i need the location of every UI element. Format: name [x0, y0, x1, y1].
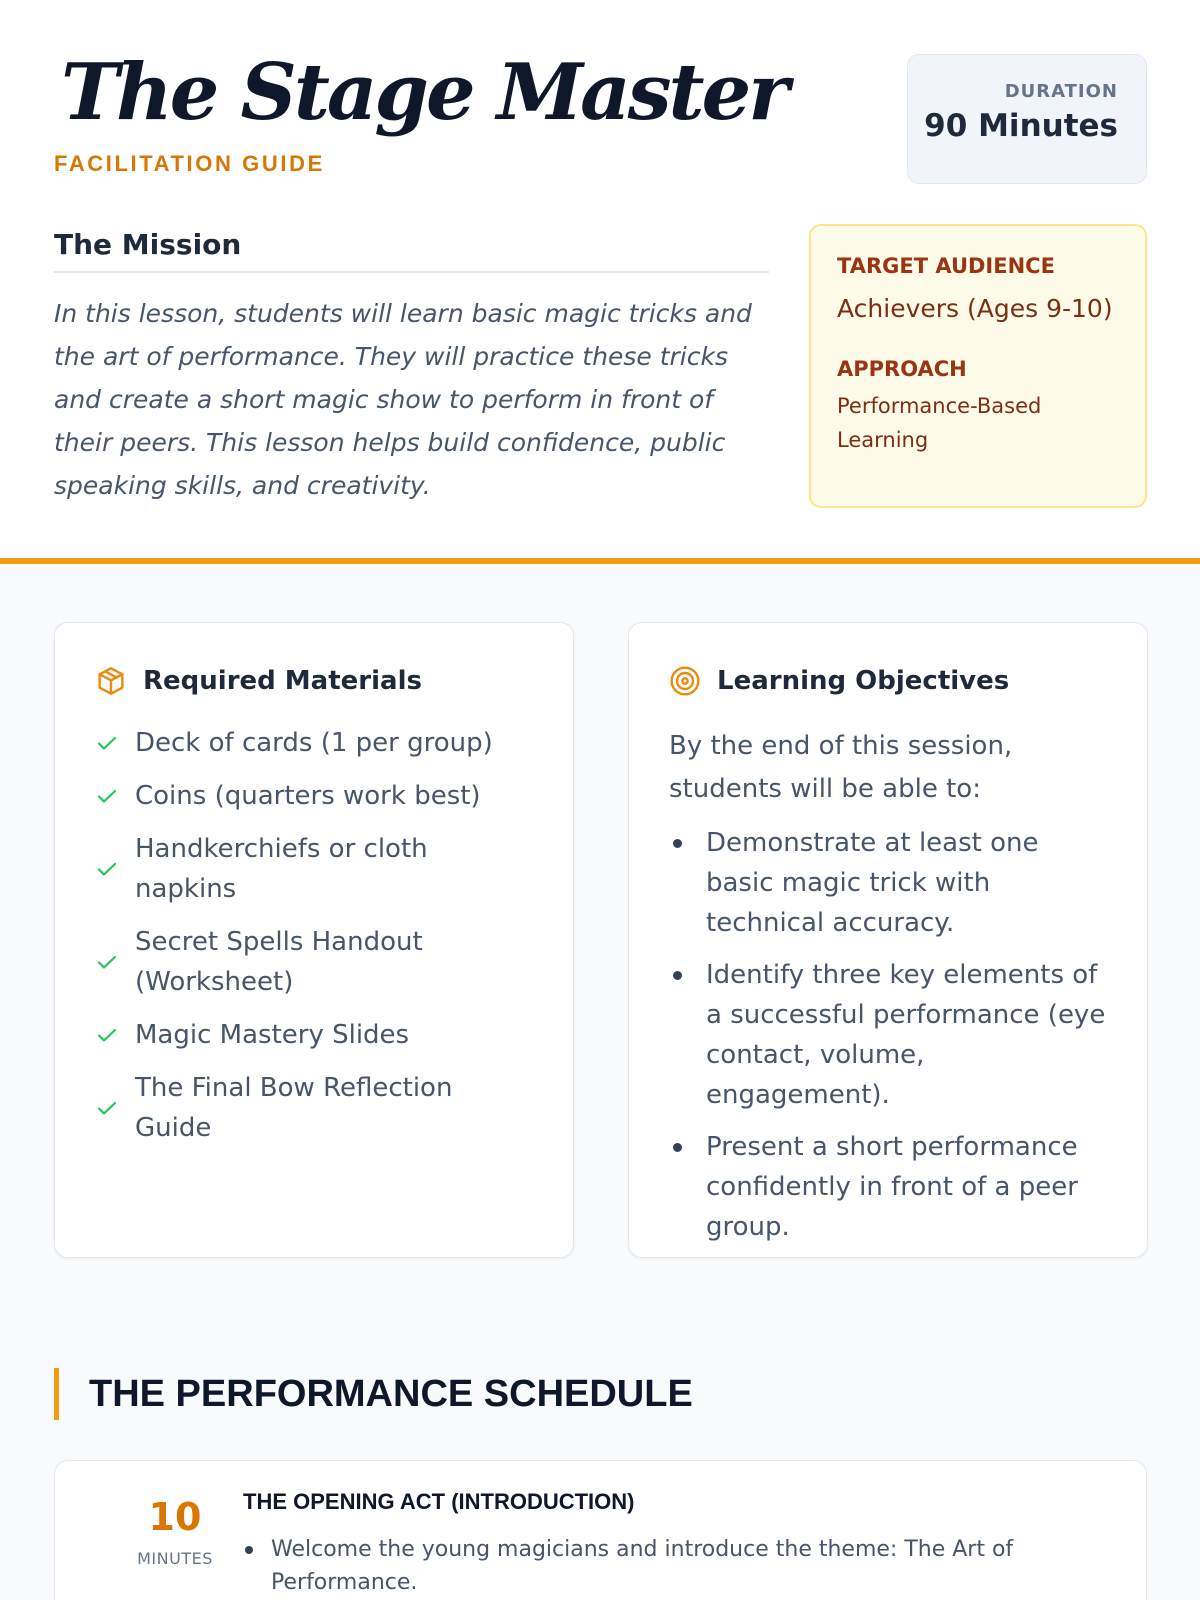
materials-header — [95, 665, 533, 697]
mission-heading: The Mission — [54, 228, 769, 273]
list-item — [95, 829, 533, 909]
check-icon — [95, 1023, 119, 1047]
page-title: The Stage Master — [61, 47, 787, 138]
objectives-card — [628, 622, 1148, 1258]
schedule-heading: THE PERFORMANCE SCHEDULE — [54, 1368, 693, 1420]
package-icon — [95, 665, 127, 697]
material-text: Handkerchiefs or cloth napkins — [135, 834, 428, 904]
act-minutes: 10 — [148, 1495, 202, 1539]
audience-label: TARGET AUDIENCE — [837, 254, 1055, 278]
materials-card — [54, 622, 574, 1258]
objectives-list — [669, 823, 1107, 1247]
objectives-intro: By the end of this session, students will be able to: — [669, 731, 1013, 804]
approach-label: APPROACH — [837, 357, 967, 381]
duration-box — [907, 54, 1147, 184]
list-item — [669, 823, 1107, 943]
list-item — [95, 723, 533, 763]
list-item — [669, 955, 1107, 1115]
bullet-icon — [673, 971, 682, 980]
list-item — [95, 776, 533, 816]
check-icon — [95, 1096, 119, 1120]
materials-heading: Required Materials — [143, 666, 422, 696]
material-text: Secret Spells Handout (Worksheet) — [135, 927, 423, 997]
list-item — [669, 1127, 1107, 1247]
check-icon — [95, 950, 119, 974]
list-item — [95, 922, 533, 1002]
act-title: THE OPENING ACT (INTRODUCTION) — [243, 1489, 635, 1514]
objectives-heading: Learning Objectives — [717, 666, 1010, 696]
check-icon — [95, 784, 119, 808]
act-minutes-unit: MINUTES — [137, 1549, 213, 1568]
mission-text: In this lesson, students will learn basic magic tricks and the art of performance. They will practice these tricks and create a short magic show to perform in front of their peers. This lesson helps build confidence, public speaking skills, and creativity. — [54, 299, 752, 500]
list-item — [95, 1068, 533, 1148]
act-bullets — [243, 1533, 1103, 1599]
header-section — [0, 0, 1200, 564]
check-icon — [95, 857, 119, 881]
act-bullet-text: Welcome the young magicians and introduce the theme: The Art of Performance. — [271, 1537, 1014, 1595]
duration-value: 90 Minutes — [924, 108, 1118, 144]
duration-label: DURATION — [1004, 81, 1118, 102]
check-icon — [95, 731, 119, 755]
material-text: The Final Bow Reflection Guide — [135, 1073, 453, 1143]
material-text: Coins (quarters work best) — [135, 781, 481, 811]
bullet-icon — [673, 839, 682, 848]
objective-text: Demonstrate at least one basic magic trick with technical accuracy. — [706, 828, 1039, 938]
material-text: Deck of cards (1 per group) — [135, 728, 493, 758]
objectives-header — [669, 665, 1107, 697]
schedule-act-card — [54, 1460, 1147, 1600]
objective-text: Present a short performance confidently in front of a peer group. — [706, 1132, 1078, 1242]
audience-value: Achievers (Ages 9-10) — [837, 294, 1113, 323]
bullet-icon — [673, 1143, 682, 1152]
page-subtitle: FACILITATION GUIDE — [54, 151, 325, 176]
audience-box — [809, 224, 1147, 508]
bullet-icon — [245, 1546, 253, 1554]
objective-text: Identify three key elements of a successful performance (eye contact, volume, engagement). — [706, 960, 1106, 1110]
list-item — [243, 1533, 1103, 1599]
materials-list — [95, 723, 533, 1148]
material-text: Magic Mastery Slides — [135, 1020, 410, 1050]
act-duration — [125, 1495, 225, 1568]
target-icon — [669, 665, 701, 697]
list-item — [95, 1015, 533, 1055]
approach-value: Performance-Based Learning — [837, 394, 1042, 452]
